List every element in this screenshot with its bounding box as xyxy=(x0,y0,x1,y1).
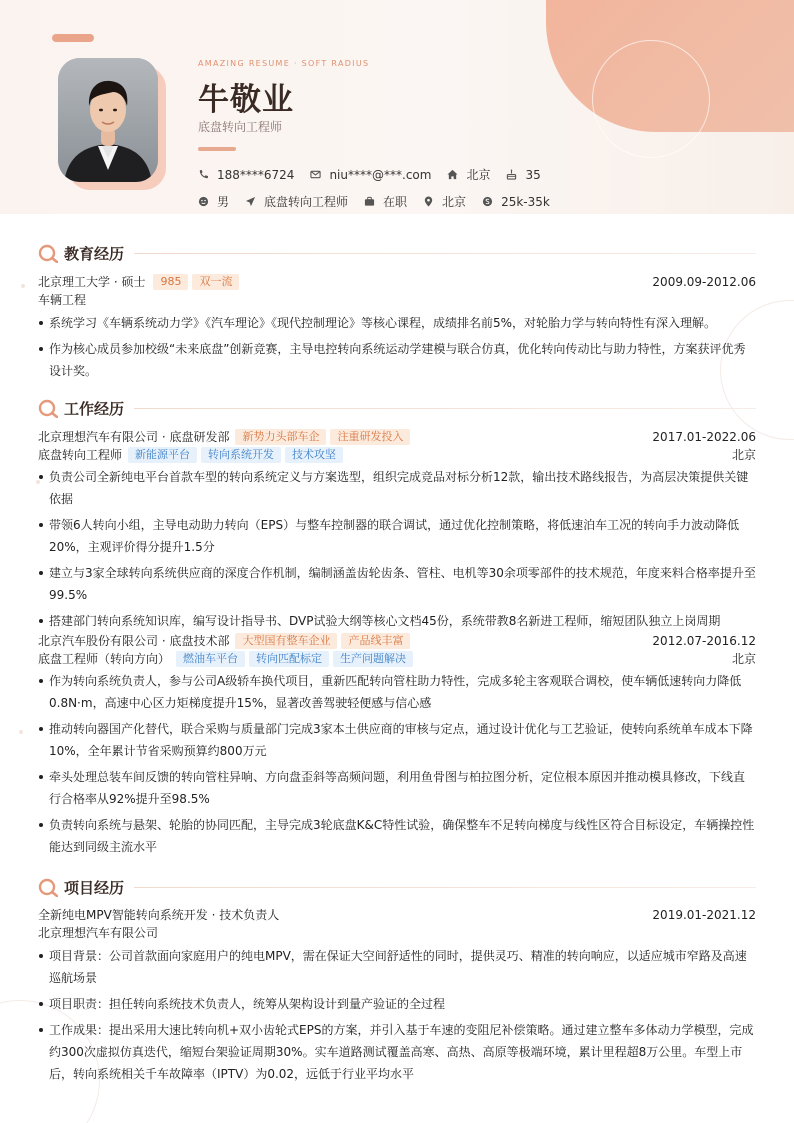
target-position-item xyxy=(245,193,348,210)
work-title: 工作经历 xyxy=(64,399,125,418)
header-decor-ring xyxy=(592,40,710,158)
position-tag: 燃油车平台 xyxy=(176,651,245,667)
project-name: 全新纯电MPV智能转向系统开发 · 技术负责人 xyxy=(38,908,280,922)
major-name: 车辆工程 xyxy=(38,293,87,307)
education-title-row xyxy=(38,243,756,263)
magnifier-icon xyxy=(38,398,58,418)
candidate-role: 底盘转向工程师 xyxy=(198,120,283,134)
project-title-row xyxy=(38,877,756,897)
job-header-row xyxy=(38,428,756,446)
hometown-item xyxy=(447,166,490,183)
list-item: 负责转向系统与悬架、轮胎的协同匹配，主导完成3轮底盘K&C特性试验，确保整车不足转向梯度与线性区符合目标设定，车辆操控性能达到同级主流水平 xyxy=(38,814,756,858)
work-section xyxy=(38,398,756,862)
job-date: 2017.01-2022.06 xyxy=(652,430,756,444)
project-company-row xyxy=(38,924,756,942)
school-tag: 985 xyxy=(153,274,188,290)
education-header-row xyxy=(38,273,756,291)
list-item: 建立与3家全球转向系统供应商的深度合作机制，编制涵盖齿轮齿条、管柱、电机等30余项零部件的技术规范，年度来料合格率提升至99.5% xyxy=(38,562,756,606)
magnifier-icon xyxy=(38,877,58,897)
salary-item xyxy=(482,195,550,209)
company-tag: 注重研发投入 xyxy=(330,429,410,445)
target-position-text: 底盘转向工程师 xyxy=(264,195,349,209)
work-title-row xyxy=(38,398,756,418)
profile-row xyxy=(198,193,566,210)
gender-item xyxy=(198,193,229,210)
education-bullets xyxy=(38,312,756,382)
age-text: 35 xyxy=(525,167,541,182)
avatar xyxy=(58,58,158,182)
job-city: 北京 xyxy=(731,448,756,462)
company-name: 北京汽车股份有限公司 · 底盘技术部 xyxy=(38,634,230,648)
company-tag: 产品线丰富 xyxy=(341,633,410,649)
gender-icon xyxy=(198,196,209,207)
job-bullets xyxy=(38,670,756,858)
major-row xyxy=(38,291,756,309)
job-city: 北京 xyxy=(731,652,756,666)
company-tag: 新势力头部车企 xyxy=(235,429,326,445)
list-item: 带领6人转向小组，主导电动助力转向（EPS）与整车控制器的联合调试，通过优化控制策略，将低速泊车工况的转向手力波动降低20%，主观评价得分提升1.5分 xyxy=(38,514,756,558)
position-tag: 转向匹配标定 xyxy=(249,651,329,667)
position-tag: 生产问题解决 xyxy=(333,651,413,667)
section-divider xyxy=(134,408,756,409)
briefcase-icon xyxy=(364,196,375,207)
education-section xyxy=(38,243,756,386)
position-tag: 新能源平台 xyxy=(128,447,197,463)
section-divider xyxy=(134,887,756,888)
education-date: 2009.09-2012.06 xyxy=(652,275,756,289)
list-item: 项目背景：公司首款面向家庭用户的纯电MPV，需在保证大空间舒适性的同时，提供灵巧、精准的转向响应，以适应城市窄路及高速巡航场景 xyxy=(38,945,756,989)
decor-dot xyxy=(21,284,25,288)
school-name: 北京理工大学 · 硕士 xyxy=(38,275,146,289)
role-underline xyxy=(198,147,236,151)
phone-item xyxy=(198,168,294,182)
job-position-row xyxy=(38,650,756,668)
job-bullets xyxy=(38,466,756,632)
avatar-photo xyxy=(58,58,158,182)
project-bullets xyxy=(38,945,756,1085)
position-name: 底盘工程师（转向方向） xyxy=(38,652,171,666)
list-item: 工作成果：提出采用大速比转向机+双小齿轮式EPS的方案，并引入基于车速的变阻尼补偿策略。通过建立整车多体动力学模型，完成约300次虚拟仿真迭代，缩短台架验证周期30%。实车道路测试覆盖高寒、高热、高原等极端环境，累计里程超8万公里。车型上市后，转向系统相关千车故障率（IPTV）为0.02，远低于行业平均水平 xyxy=(38,1019,756,1085)
candidate-name: 牛敬业 xyxy=(198,82,294,118)
list-item: 牵头处理总装车间反馈的转向管柱异响、方向盘歪斜等高频问题，利用鱼骨图与柏拉图分析，定位根本原因并推动模具修改，下线直行合格率从92%提升至98.5% xyxy=(38,766,756,810)
decor-dot xyxy=(19,730,23,734)
project-date: 2019.01-2021.12 xyxy=(652,908,756,922)
target-city-item xyxy=(423,193,466,210)
list-item: 项目职责：担任转向系统技术负责人，统筹从架构设计到量产验证的全过程 xyxy=(38,993,756,1015)
list-item: 作为转向系统负责人，参与公司A级轿车换代项目，重新匹配转向管柱助力特性，完成多轮主客观联合调校，使车辆低速转向力降低0.8N·m，高速中心区力矩梯度提升15%，显著改善驾驶轻便感与信心感 xyxy=(38,670,756,714)
list-item: 搭建部门转向系统知识库，编写设计指导书、DVP试验大纲等核心文档45份，系统带教8名新进工程师，缩短团队独立上岗周期 xyxy=(38,610,756,632)
salary-text: 25k-35k xyxy=(501,194,550,209)
gender-text: 男 xyxy=(217,195,230,209)
status-item xyxy=(364,193,407,210)
target-city-text: 北京 xyxy=(442,195,467,209)
phone-text: 188****6724 xyxy=(217,167,295,182)
mail-icon xyxy=(310,169,321,180)
salary-icon xyxy=(482,196,493,207)
header-kicker: AMAZING RESUME · SOFT RADIUS xyxy=(198,59,370,68)
position-tag: 技术攻坚 xyxy=(285,447,343,463)
location-pin-icon xyxy=(423,196,434,207)
project-company: 北京理想汽车有限公司 xyxy=(38,926,159,940)
hometown-text: 北京 xyxy=(466,168,491,182)
school-tag: 双一流 xyxy=(192,274,239,290)
project-header-row xyxy=(38,906,756,924)
phone-icon xyxy=(198,169,209,180)
magnifier-icon xyxy=(38,243,58,263)
list-item: 作为核心成员参加校级“未来底盘”创新竞赛，主导电控转向系统运动学建模与联合仿真，优化转向传动比与助力特性，方案获评优秀设计奖。 xyxy=(38,338,756,382)
project-section xyxy=(38,877,756,1089)
project-title: 项目经历 xyxy=(64,878,125,897)
send-icon xyxy=(245,196,256,207)
list-item: 系统学习《车辆系统动力学》《汽车理论》《现代控制理论》等核心课程，成绩排名前5%，对轮胎力学与转向特性有深入理解。 xyxy=(38,312,756,334)
email-item xyxy=(310,168,431,182)
job-date: 2012.07-2016.12 xyxy=(652,634,756,648)
list-item: 推动转向器国产化替代，联合采购与质量部门完成3家本土供应商的审核与定点，通过设计优化与工艺验证，使转向系统单车成本下降10%，全年累计节省采购预算约800万元 xyxy=(38,718,756,762)
position-tag: 转向系统开发 xyxy=(201,447,281,463)
email-text: niu****@***.com xyxy=(329,167,432,182)
position-name: 底盘转向工程师 xyxy=(38,448,123,462)
job-position-row xyxy=(38,446,756,464)
company-tag: 大型国有整车企业 xyxy=(235,633,337,649)
status-text: 在职 xyxy=(383,195,408,209)
cake-icon xyxy=(506,169,517,180)
list-item: 负责公司全新纯电平台首款车型的转向系统定义与方案选型，组织完成竞品对标分析12款，输出技术路线报告，为高层决策提供关键依据 xyxy=(38,466,756,510)
header-decor-bar xyxy=(52,34,94,42)
section-divider xyxy=(134,253,756,254)
contact-row xyxy=(198,166,557,183)
company-name: 北京理想汽车有限公司 · 底盘研发部 xyxy=(38,430,230,444)
education-title: 教育经历 xyxy=(64,244,125,263)
age-item xyxy=(506,168,540,182)
home-icon xyxy=(447,169,458,180)
job-header-row xyxy=(38,632,756,650)
